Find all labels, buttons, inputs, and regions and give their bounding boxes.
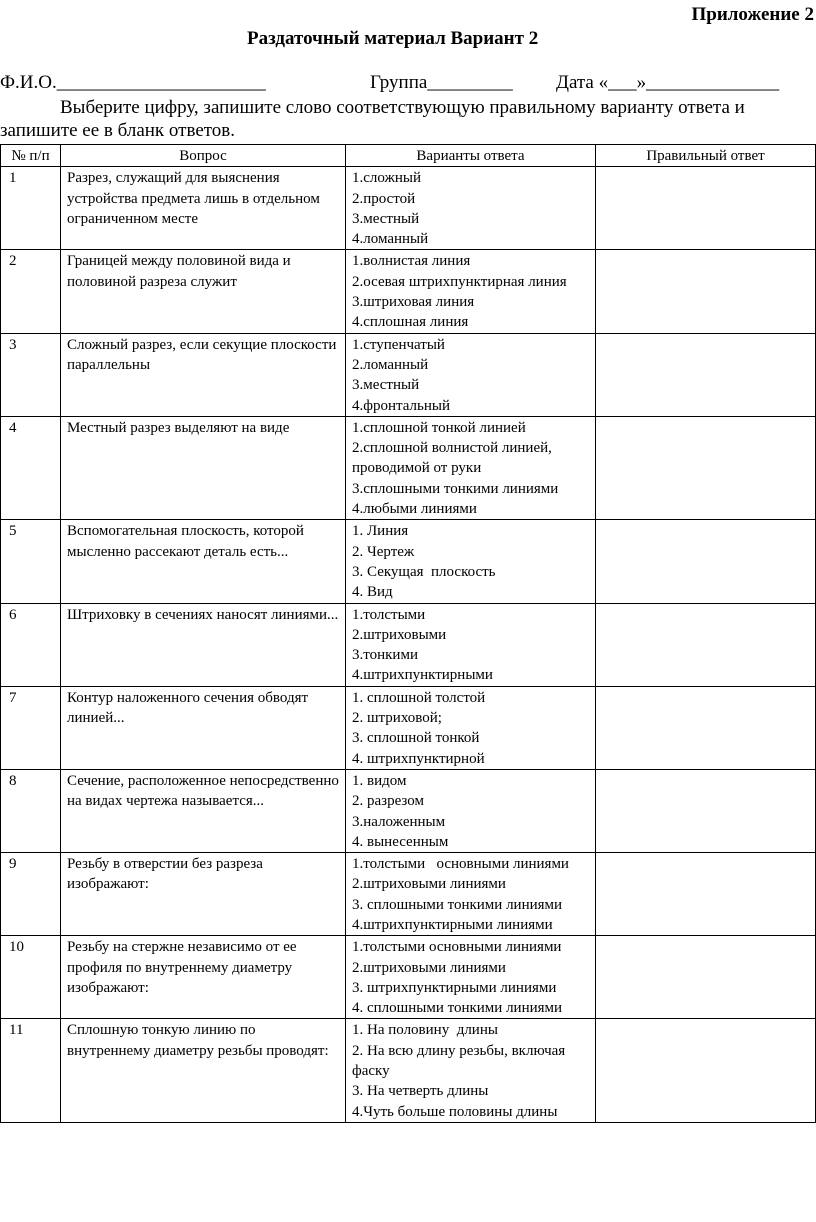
question-number: 2: [1, 250, 61, 333]
correct-answer-cell[interactable]: [596, 250, 816, 333]
instruction-text: Выберите цифру, запишите слово соответствующую правильному варианту ответа и запишите ее в бланк ответов.: [0, 97, 745, 141]
answer-option: 3. На четверть длины: [352, 1083, 489, 1100]
table-row: [1, 853, 816, 936]
header-options: Варианты ответа: [346, 145, 596, 167]
answer-option: 3. сплошной тонкой: [352, 730, 480, 747]
answer-option: 2.штриховыми линиями: [352, 959, 506, 976]
table-body: [1, 167, 816, 1123]
answer-option: 1.толстыми основными линиями: [352, 939, 562, 956]
answer-options: [346, 936, 596, 1019]
table-row: [1, 250, 816, 333]
answer-option: 2.простой: [352, 190, 416, 207]
header-num: № п/п: [1, 145, 61, 167]
question-text: Штриховку в сечениях наносят линиями...: [61, 603, 346, 686]
appendix-label: Приложение 2: [691, 4, 814, 25]
table-row: [1, 686, 816, 769]
correct-answer-cell[interactable]: [596, 520, 816, 603]
answer-option: 1.сплошной тонкой линией: [352, 419, 526, 436]
correct-answer-cell[interactable]: [596, 416, 816, 519]
answer-option: 2. Чертеж: [352, 543, 415, 560]
answer-option: 1.ступенчатый: [352, 336, 445, 353]
question-text: Местный разрез выделяют на виде: [61, 416, 346, 519]
answer-option: 4.фронтальный: [352, 397, 450, 414]
header-answer: Правильный ответ: [596, 145, 816, 167]
answer-option: 1.толстыми основными линиями: [352, 856, 569, 873]
answer-options: [346, 250, 596, 333]
answer-options: [346, 167, 596, 250]
question-text: Вспомогательная плоскость, которой мысленно рассекают деталь есть...: [61, 520, 346, 603]
question-text: Разрез, служащий для выяснения устройства предмета лишь в отдельном ограниченном месте: [61, 167, 346, 250]
question-text: Сплошную тонкую линию по внутреннему диаметру резьбы проводят:: [61, 1019, 346, 1122]
answer-options: [346, 333, 596, 416]
answer-option: 4.штрихпунктирными: [352, 667, 493, 684]
correct-answer-cell[interactable]: [596, 686, 816, 769]
answer-option: 1. На половину длины: [352, 1022, 498, 1039]
answer-option: 4.любыми линиями: [352, 501, 477, 518]
fio-field[interactable]: Ф.И.О.______________________: [0, 72, 266, 93]
answer-option: 4.ломанный: [352, 231, 429, 248]
correct-answer-cell[interactable]: [596, 936, 816, 1019]
question-number: 11: [1, 1019, 61, 1122]
answer-options: [346, 686, 596, 769]
table-row: [1, 333, 816, 416]
question-text: Резьбу в отверстии без разреза изображают:: [61, 853, 346, 936]
correct-answer-cell[interactable]: [596, 1019, 816, 1122]
answer-option: 3.наложенным: [352, 813, 446, 830]
answer-option: 4.сплошная линия: [352, 314, 469, 331]
answer-option: 4.Чуть больше половины длины: [352, 1103, 558, 1120]
question-number: 7: [1, 686, 61, 769]
answer-options: [346, 603, 596, 686]
correct-answer-cell[interactable]: [596, 333, 816, 416]
answer-options: [346, 853, 596, 936]
question-text: Сложный разрез, если секущие плоскости параллельны: [61, 333, 346, 416]
header-question: Вопрос: [61, 145, 346, 167]
answer-option: 3.местный: [352, 377, 420, 394]
answer-option: 2.осевая штрихпунктирная линия: [352, 273, 567, 290]
answer-option: 2.штриховыми линиями: [352, 876, 506, 893]
table-row: [1, 1019, 816, 1122]
question-text: Сечение, расположенное непосредственно на видах чертежа называется...: [61, 769, 346, 852]
answer-option: 1.волнистая линия: [352, 253, 471, 270]
answer-option: 1. видом: [352, 772, 407, 789]
question-text: Границей между половиной вида и половиной разреза служит: [61, 250, 346, 333]
answer-option: 2. разрезом: [352, 793, 424, 810]
question-number: 1: [1, 167, 61, 250]
correct-answer-cell[interactable]: [596, 603, 816, 686]
answer-option: 1. сплошной толстой: [352, 689, 486, 706]
answer-option: 3. штрихпунктирными линиями: [352, 979, 557, 996]
question-number: 6: [1, 603, 61, 686]
table-row: [1, 936, 816, 1019]
question-number: 9: [1, 853, 61, 936]
correct-answer-cell[interactable]: [596, 167, 816, 250]
question-number: 8: [1, 769, 61, 852]
question-number: 4: [1, 416, 61, 519]
table-row: [1, 520, 816, 603]
question-number: 10: [1, 936, 61, 1019]
answer-option: 2.сплошной волнистой линией, проводимой от руки: [352, 440, 556, 477]
answer-options: [346, 769, 596, 852]
answer-option: 1.толстыми: [352, 606, 426, 623]
answer-option: 4. Вид: [352, 584, 393, 601]
table-row: [1, 416, 816, 519]
correct-answer-cell[interactable]: [596, 853, 816, 936]
date-field[interactable]: Дата «___»______________: [556, 72, 780, 93]
table-row: [1, 603, 816, 686]
answer-option: 3. сплошными тонкими линиями: [352, 896, 563, 913]
question-number: 5: [1, 520, 61, 603]
answer-option: 2.ломанный: [352, 356, 429, 373]
student-info-line: [0, 72, 816, 96]
document-title: Раздаточный материал Вариант 2: [247, 28, 539, 49]
answer-options: [346, 1019, 596, 1122]
answer-option: 1.сложный: [352, 170, 422, 187]
answer-options: [346, 520, 596, 603]
answer-option: 4. вынесенным: [352, 833, 449, 850]
question-text: Резьбу на стержне независимо от ее профиля по внутреннему диаметру изображают:: [61, 936, 346, 1019]
answer-option: 3.штриховая линия: [352, 294, 475, 311]
question-text: Контур наложенного сечения обводят линией...: [61, 686, 346, 769]
question-number: 3: [1, 333, 61, 416]
table-row: [1, 167, 816, 250]
answer-option: 3.местный: [352, 210, 420, 227]
answer-option: 3.сплошными тонкими линиями: [352, 480, 559, 497]
answer-option: 4. сплошными тонкими линиями: [352, 1000, 563, 1017]
answer-option: 4.штрихпунктирными линиями: [352, 916, 553, 933]
answer-option: 2. На всю длину резьбы, включая фаску: [352, 1042, 569, 1080]
test-table: [0, 144, 816, 1123]
answer-option: 1. Линия: [352, 523, 409, 540]
answer-options: [346, 416, 596, 519]
group-field[interactable]: Группа_________: [370, 72, 513, 93]
answer-option: 3.тонкими: [352, 647, 418, 664]
answer-option: 3. Секущая плоскость: [352, 563, 496, 580]
table-row: [1, 769, 816, 852]
answer-option: 2.штриховыми: [352, 626, 447, 643]
table-header-row: [1, 145, 816, 167]
answer-option: 4. штрихпунктирной: [352, 750, 485, 767]
answer-option: 2. штриховой;: [352, 710, 442, 727]
correct-answer-cell[interactable]: [596, 769, 816, 852]
